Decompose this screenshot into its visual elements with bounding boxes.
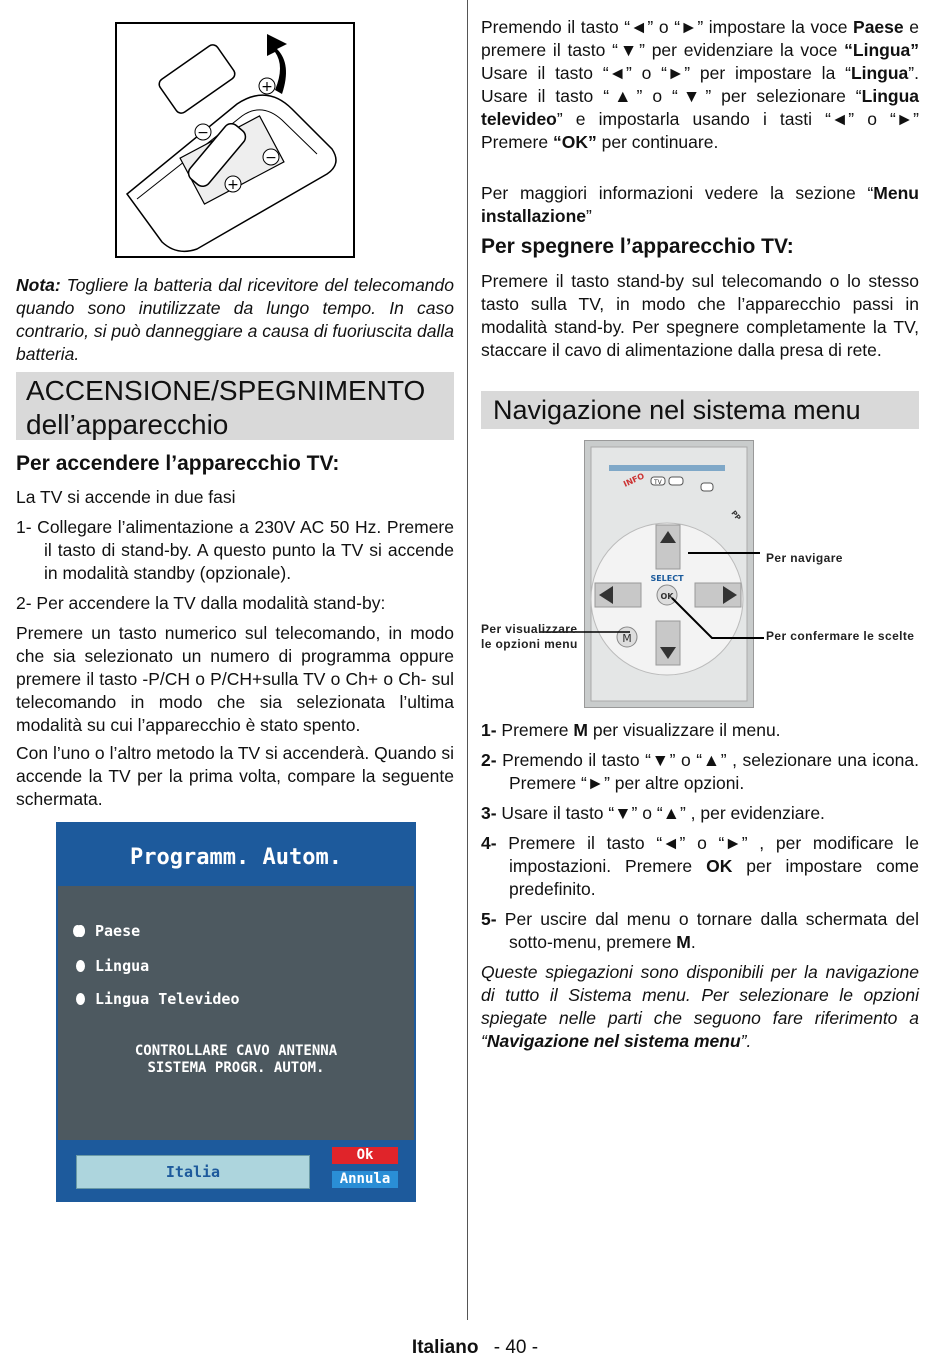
- selected-bullet-icon: [76, 925, 85, 937]
- menu-item-paese[interactable]: Paese: [76, 922, 140, 940]
- menu-item-lingua-televideo[interactable]: Lingua Televideo: [76, 990, 240, 1008]
- bullet-icon: [76, 993, 85, 1005]
- tv-key-label: TV: [654, 479, 662, 486]
- menu-step-5: 5- Per uscire dal menu o tornare dalla schermata del sotto-menu, premere M.: [481, 909, 919, 952]
- svg-text:+: +: [227, 177, 239, 193]
- menu-step-4: 4- Premere il tasto “◄” o “►” , per modificare le impostazioni. Premere OK per impostare come predefinito.: [481, 833, 919, 899]
- battery-note: Nota: Togliere la batteria dal ricevitore del telecomando quando sono inutilizzate da lungo tempo. In caso contrario, si può danneggiare a causa di fuoriuscita dalla batteria.: [16, 275, 454, 364]
- callout-navigate: Per navigare: [766, 551, 843, 565]
- power-off-paragraph: Premere il tasto stand-by sul telecomando o lo stesso tasto sulla TV, in modo che l’apparecchio passi in modalità stand-by. Per spegnere completamente la TV, staccare il cavo di alimentazione dalla presa di rete.: [481, 271, 919, 360]
- step-1-text: 1- Collegare l’alimentazione a 230V AC 50 Hz. Premere il tasto di stand-by. A questo punto la TV si accende in modalità standby (opzionale).: [16, 517, 454, 583]
- m-key-label: M: [622, 632, 632, 645]
- info-label: INFO: [622, 471, 646, 489]
- step-2-text: 2- Per accendere la TV dalla modalità stand-by:: [16, 593, 386, 613]
- selection-instructions: Premendo il tasto “◄” o “►” impostare la voce Paese e premere il tasto “▼” per evidenziare la voce “Lingua” Usare il tasto “◄” o “►” per impostare la “Lingua”. Usare il tasto “▲” o “▼” per selezionare “Lingua televideo” e impostarla usando i tasti “◄” o “►” Premere “OK” per continuare.: [481, 17, 919, 152]
- antenna-note-line-1: CONTROLLARE CAVO ANTENNA: [134, 1043, 338, 1059]
- cancel-button[interactable]: Annula: [332, 1171, 398, 1188]
- svg-text:−: −: [265, 150, 277, 166]
- select-label: SELECT: [650, 574, 684, 583]
- menu-step-3: 3- Usare il tasto “▼” o “▲” , per evidenziare.: [481, 803, 825, 823]
- section-title-power: ACCENSIONE/SPEGNIMENTO dell’apparecchio: [16, 372, 454, 440]
- menu-step-1: 1- Premere M per visualizzare il menu.: [481, 720, 781, 740]
- menu-steps-list: [481, 719, 919, 1053]
- callout-confirm: Per confermare le scelte: [766, 629, 915, 643]
- menu-item-lingua[interactable]: Lingua: [76, 957, 149, 975]
- press-key-paragraph: Premere un tasto numerico sul telecomando, in modo che sia selezionato un numero di programma oppure premere il tasto -P/CH o P/CH+sulla TV o Ch+ o Ch- sul telecomando in modo che sia selezionata l’ultima modalità su cui l’apparecchio è stato spento.: [16, 623, 454, 735]
- svg-text:+: +: [261, 79, 273, 95]
- antenna-note-line-2: SISTEMA PROGR. AUTOM.: [147, 1060, 325, 1076]
- screen-bottom-bar: [58, 1142, 414, 1200]
- battery-illustration: [115, 22, 355, 258]
- menu-closing-note: Queste spiegazioni sono disponibili per la navigazione di tutto il Sistema menu. Per selezionare le opzioni spiegate nelle parti che seguono fare riferimento a “Navigazione nel sistema menu”.: [481, 962, 919, 1051]
- callout-show-menu: Per visualizzare le opzioni menu: [481, 622, 578, 651]
- page-footer: [0, 1337, 950, 1359]
- subheading-power-on: Per accendere l’apparecchio TV:: [16, 452, 340, 475]
- screen-title: Programm. Autom.: [130, 845, 342, 870]
- pp-key-label: PP: [729, 509, 743, 523]
- subheading-power-off: Per spegnere l’apparecchio TV:: [481, 235, 794, 258]
- two-phases-text: La TV si accende in due fasi: [16, 487, 236, 507]
- svg-text:−: −: [197, 125, 209, 141]
- screen-panel: [58, 886, 414, 1140]
- section-title-menu: Navigazione nel sistema menu: [481, 391, 919, 429]
- ok-button[interactable]: Ok: [332, 1147, 398, 1164]
- either-method-paragraph: Con l’uno o l’altro metodo la TV si accenderà. Quando si accende la TV per la prima volta, compare la seguente schermata.: [16, 743, 454, 809]
- menu-step-2: 2- Premendo il tasto “▼” o “▲” , selezionare una icona. Premere “►” per altre opzioni.: [481, 750, 919, 793]
- page-number: - 40 -: [493, 1337, 539, 1358]
- bullet-icon: [76, 960, 85, 972]
- column-divider: [467, 0, 468, 1320]
- auto-program-screen: [56, 822, 416, 1202]
- ok-key-label: OK: [660, 592, 674, 601]
- country-field[interactable]: Italia: [76, 1155, 310, 1189]
- more-info-text: Per maggiori informazioni vedere la sezione “Menu installazione”: [481, 183, 919, 226]
- footer-language: Italiano: [411, 1337, 479, 1358]
